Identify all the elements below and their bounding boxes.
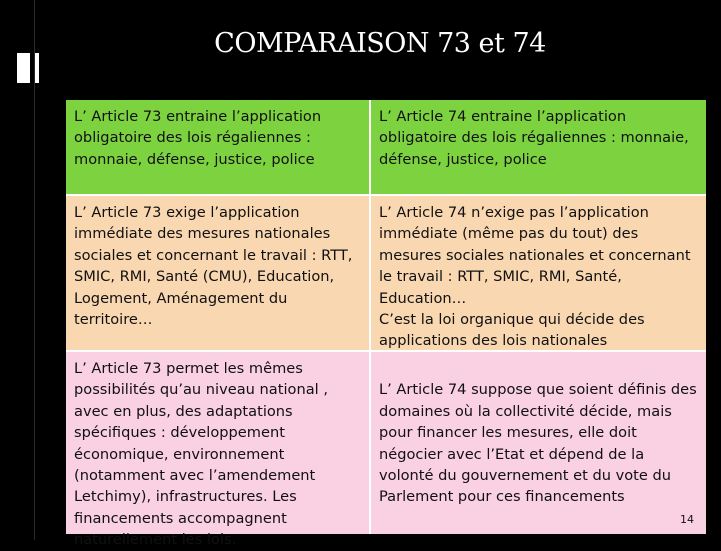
table-cell-row1-article74: L’ Article 74 entraine l’application obligatoire des lois régaliennes : monnaie, défense, justice, police bbox=[371, 100, 706, 194]
table-cell-row2-article73: L’ Article 73 exige l’application immédiate des mesures nationales sociales et concernant le travail : RTT, SMIC, RMI, Santé (CMU), Education, Logement, Aménagement du territoire… bbox=[66, 196, 369, 350]
table-cell-row3-article74 bbox=[371, 352, 706, 534]
accent-bar bbox=[17, 53, 30, 83]
table-cell-row3-article74-text: L’ Article 74 suppose que soient définis des domaines où la collectivité décide, mais pour financer les mesures, elle doit négocier avec l’Etat et dépend de la volonté du gouvernement et du vote du Parlement pour ces financements bbox=[379, 381, 697, 506]
table-cell-row1-article73: L’ Article 73 entraine l’application obligatoire des lois régaliennes : monnaie, défense, justice, police bbox=[66, 100, 369, 194]
slide-title: COMPARAISON 73 et 74 bbox=[214, 28, 546, 59]
table-cell-row3-article73: L’ Article 73 permet les mêmes possibilités qu’au niveau national , avec en plus, des adaptations spécifiques : développement économique, environnement (notamment avec l’amendement Letchimy), infrastructures. Les financements accompagnent naturellement les lois. bbox=[66, 352, 369, 534]
accent-bar-thin bbox=[35, 53, 39, 83]
table-cell-row2-article74: L’ Article 74 n’exige pas l’application immédiate (même pas du tout) des mesures sociales nationales et concernant le travail : RTT, SMIC, RMI, Santé, Education… C’est la loi organique qui décide des applications des lois nationales bbox=[371, 196, 706, 350]
page-number: 14 bbox=[680, 512, 694, 526]
comparison-table bbox=[66, 100, 706, 549]
